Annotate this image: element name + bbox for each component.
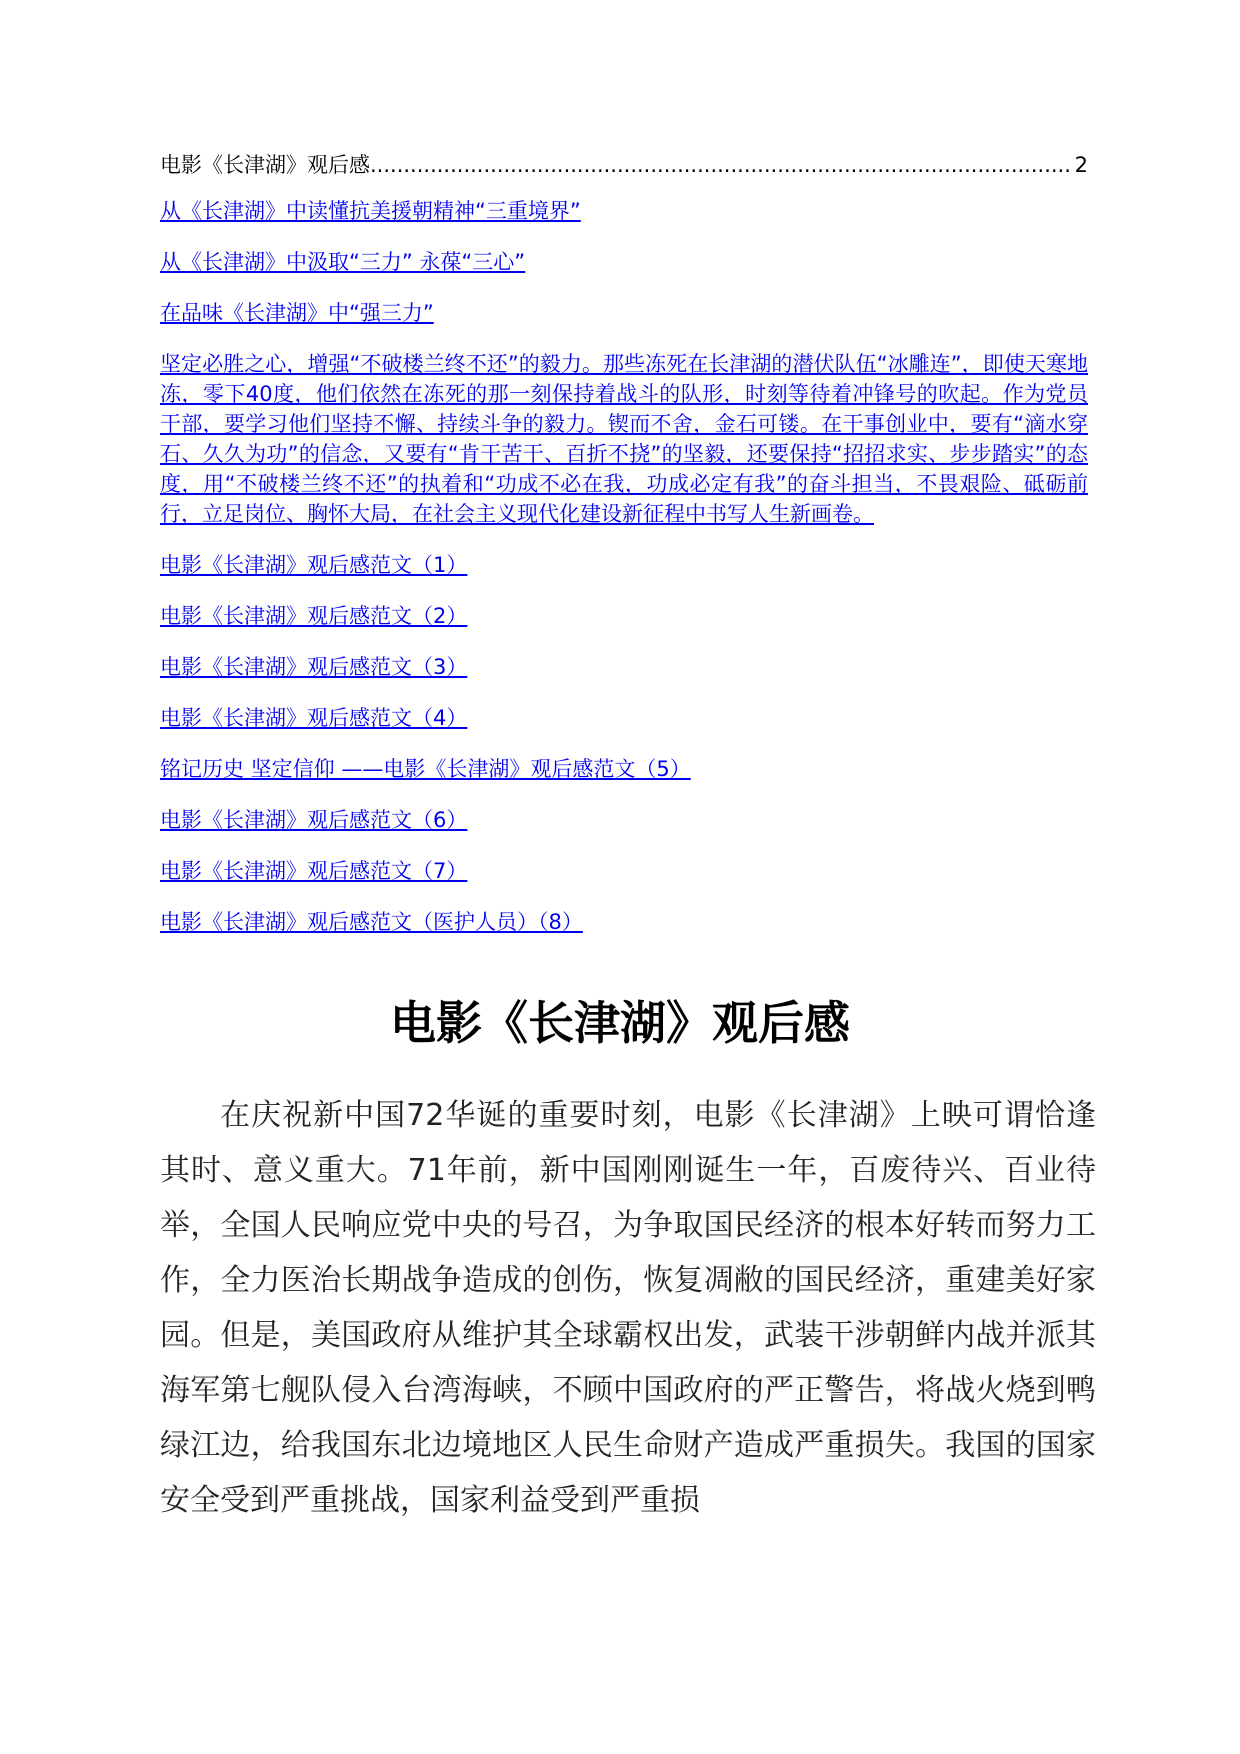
toc-link-essay-2[interactable]: 电影《长津湖》观后感范文（2） (160, 604, 468, 628)
toc-link-essay-6[interactable]: 电影《长津湖》观后感范文（6） (160, 808, 468, 832)
toc-paragraph-link[interactable]: 坚定必胜之心，增强“不破楼兰终不还”的毅力。那些冻死在长津湖的潜伏队伍“冰雕连”，即使天寒地冻，零下40度，他们依然在冻死的那一刻保持着战斗的队形，时刻等待着冲锋号的吹起。作为党员干部，要学习他们坚持不懈、持续斗争的毅力。锲而不舍，金石可镂。在干事创业中，要有“滴水穿石、久久为功”的信念，又要有“肯干苦干、百折不挠”的坚毅，还要保持“招招求实、步步踏实”的态度，用“不破楼兰终不还”的执着和“功成不必在我，功成必定有我”的奋斗担当，不畏艰险、砥砺前行，立足岗位、胸怀大局，在社会主义现代化建设新征程中书写人生新画卷。 (160, 352, 1088, 526)
toc-link-essay-5[interactable]: 铭记历史 坚定信仰 ——电影《长津湖》观后感范文（5） (160, 757, 691, 781)
article-title: 电影《长津湖》观后感 (390, 996, 850, 1050)
toc-leader-dots (370, 148, 1073, 182)
toc-link-essay-1[interactable]: 电影《长津湖》观后感范文（1） (160, 553, 468, 577)
toc-link-3[interactable]: 在品味《长津湖》中“强三力” (160, 301, 434, 325)
toc-entry-main[interactable] (160, 148, 1088, 182)
toc-link-2[interactable]: 从《长津湖》中汲取“三力” 永葆“三心” (160, 250, 526, 274)
toc-link-essay-4[interactable]: 电影《长津湖》观后感范文（4） (160, 706, 468, 730)
toc-link-1[interactable]: 从《长津湖》中读懂抗美援朝精神“三重境界” (160, 199, 581, 223)
toc-entry-title: 电影《长津湖》观后感 (160, 153, 370, 177)
toc-link-essay-8[interactable]: 电影《长津湖》观后感范文（医护人员）（8） (160, 910, 583, 934)
toc-link-essay-7[interactable]: 电影《长津湖》观后感范文（7） (160, 859, 468, 883)
table-of-contents (160, 148, 1088, 958)
article-paragraph: 在庆祝新中国72华诞的重要时刻，电影《长津湖》上映可谓恰逢其时、意义重大。71年前，新中国刚刚诞生一年，百废待兴、百业待举，全国人民响应党中央的号召，为争取国民经济的根本好转而努力工作，全力医治长期战争造成的创伤，恢复凋敝的国民经济，重建美好家园。但是，美国政府从维护其全球霸权出发，武装干涉朝鲜内战并派其海军第七舰队侵入台湾海峡，不顾中国政府的严正警告，将战火烧到鸭绿江边，给我国东北边境地区人民生命财产造成严重损失。我国的国家安全受到严重挑战，国家利益受到严重损 (160, 1098, 1096, 1518)
toc-page-number: 2 (1074, 153, 1088, 177)
toc-link-essay-3[interactable]: 电影《长津湖》观后感范文（3） (160, 655, 468, 679)
